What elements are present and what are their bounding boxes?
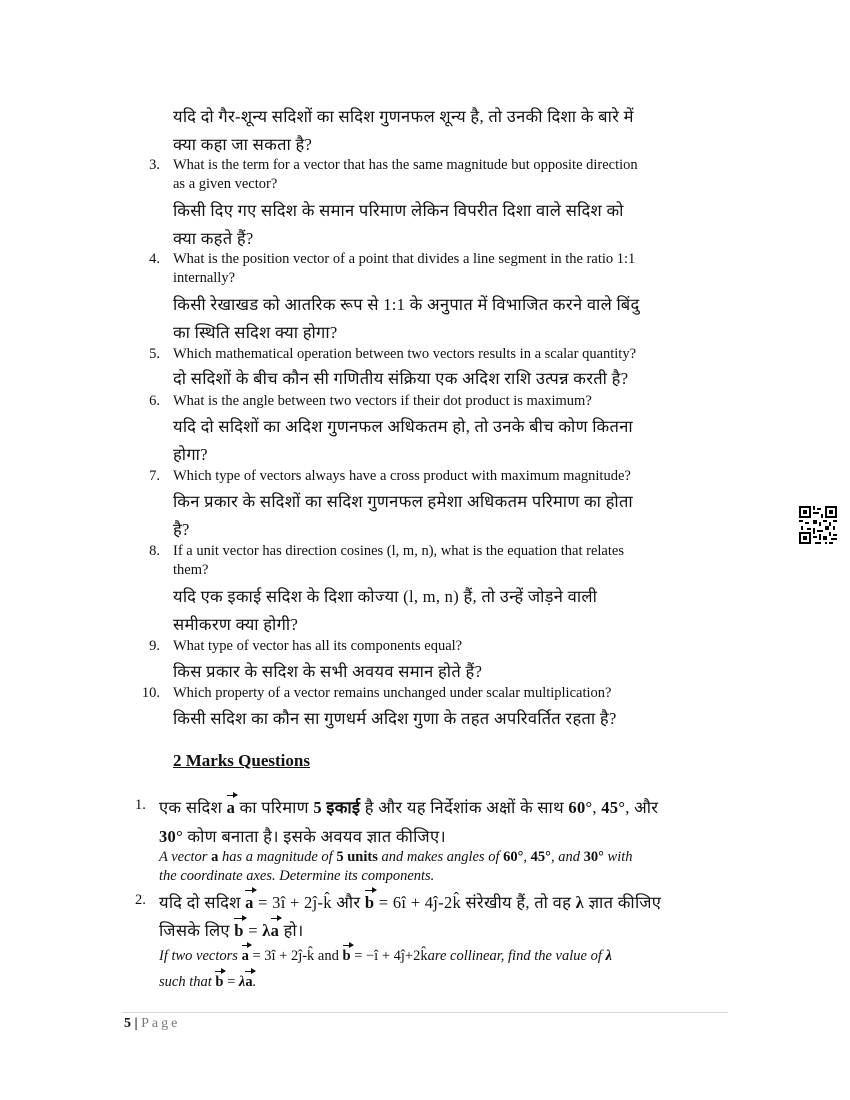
text-run: का परिमाण <box>235 798 314 817</box>
question-number: 7. <box>149 468 160 484</box>
text-run: जिसके लिए <box>159 921 235 940</box>
lambda: λ <box>262 921 271 940</box>
question-english-line-1: What is the term for a vector that has the same magnitude but opposite direction <box>173 157 638 173</box>
vector-a: a <box>241 948 249 964</box>
text-run: , और <box>625 798 659 817</box>
equation: = <box>223 974 239 990</box>
question-number: 6. <box>149 393 160 409</box>
vector-b: b <box>342 948 351 964</box>
page-label: Page <box>141 1016 181 1031</box>
footer-separator: | <box>131 1016 142 1031</box>
question-hindi-line-1: किन प्रकार के सदिशों का सदिश गुणनफल हमेशा अधिकतम परिमाण का होता <box>173 492 633 511</box>
question-number: 4. <box>149 251 160 267</box>
question-number: 10. <box>141 685 160 701</box>
q2-english-line-1 <box>159 948 612 965</box>
question-hindi-line-2: का स्थिति सदिश क्या होगा? <box>173 323 338 342</box>
q1-english-line-1 <box>159 849 633 866</box>
question-english-line-2: as a given vector? <box>173 176 278 192</box>
qr-code-icon[interactable] <box>798 505 838 545</box>
equation: = 3î + 2ĵ-k̂ और <box>253 893 365 912</box>
text-run: . <box>252 974 257 990</box>
vector-a: a <box>245 893 254 912</box>
question-number: 2. <box>135 892 146 908</box>
question-hindi-line-1: किस प्रकार के सदिश के सभी अवयव समान होते हैं? <box>173 662 483 681</box>
vector-b: b <box>215 974 224 990</box>
angle-3: 30° <box>583 849 604 865</box>
text-run: ज्ञात कीजिए <box>584 893 662 912</box>
q2-hindi-line-1: यदि दो गैर-शून्य सदिशों का सदिश गुणनफल शून्य है, तो उनकी दिशा के बारे में <box>173 107 634 126</box>
vector-a: a <box>270 921 280 940</box>
question-hindi-line-1: किसी सदिश का कौन सा गुणधर्म अदिश गुणा के तहत अपरिवर्तित रहता है? <box>173 709 617 728</box>
equation: = 3î + 2ĵ-k̂ and <box>248 948 343 964</box>
q1-english-line-2: the coordinate axes. Determine its components. <box>159 868 435 884</box>
lambda: λ <box>575 893 585 912</box>
text-run: , <box>523 849 531 865</box>
text-run: and makes angles of <box>377 849 504 865</box>
question-hindi-line-1: यदि एक इकाई सदिश के दिशा कोज्या (l, m, n) हैं, तो उन्हें जोड़ने वाली <box>173 587 598 606</box>
q2-hindi-line-2: क्या कहा जा सकता है? <box>173 135 313 154</box>
magnitude: 5 units <box>336 849 378 865</box>
q2-english-line-2 <box>159 974 256 991</box>
question-hindi-line-2: है? <box>173 520 190 539</box>
vector-a: a <box>245 974 253 990</box>
question-hindi-line-2: समीकरण क्या होगी? <box>173 615 299 634</box>
angle-1: 60° <box>568 798 593 817</box>
question-english-line-1: Which property of a vector remains unchanged under scalar multiplication? <box>173 685 612 701</box>
question-hindi-line-2: क्या कहते हैं? <box>173 229 254 248</box>
text-run: कोण बनाता है। इसके अवयव ज्ञात कीजिए। <box>183 827 446 846</box>
text-run: एक सदिश <box>159 798 227 817</box>
text-run: with <box>603 849 633 865</box>
page-footer <box>124 1016 180 1032</box>
text-run: , and <box>550 849 584 865</box>
question-hindi-line-2: होगा? <box>173 445 208 464</box>
text-run: has a magnitude of <box>218 849 337 865</box>
equation: = 6î + 4ĵ-2k̂ संरेखीय हैं, तो वह <box>374 893 576 912</box>
q2-hindi-line-2 <box>159 918 304 941</box>
magnitude: 5 इकाई <box>313 798 361 817</box>
question-english-line-1: Which type of vectors always have a cross product with maximum magnitude? <box>173 468 631 484</box>
question-hindi-line-1: दो सदिशों के बीच कौन सी गणितीय संक्रिया एक अदिश राशि उत्पन्न करती है? <box>173 369 629 388</box>
question-hindi-line-1: किसी दिए गए सदिश के समान परिमाण लेकिन विपरीत दिशा वाले सदिश को <box>173 201 624 220</box>
question-number: 8. <box>149 543 160 559</box>
lambda: λ <box>605 948 612 964</box>
vector-a: a <box>211 849 219 865</box>
footer-divider <box>122 1012 728 1013</box>
lambda: λ <box>238 974 246 990</box>
text-run: हो। <box>279 921 304 940</box>
equation: = −î + 4ĵ+2k̂ <box>350 948 428 964</box>
angle-3: 30° <box>159 827 183 846</box>
question-english-line-1: What is the angle between two vectors if their dot product is maximum? <box>173 393 592 409</box>
question-english-line-1: What type of vector has all its components equal? <box>173 638 463 654</box>
question-number: 1. <box>135 797 146 813</box>
question-number: 3. <box>149 157 160 173</box>
section-heading-2-marks: 2 Marks Questions <box>173 751 310 770</box>
equation: = <box>243 921 263 940</box>
question-english-line-1: Which mathematical operation between two vectors results in a scalar quantity? <box>173 346 637 362</box>
question-hindi-line-1: किसी रेखाखड को आतरिक रूप से 1:1 के अनुपात में विभाजित करने वाले बिंदु <box>173 295 640 314</box>
text-run: है और यह निर्देशांक अक्षों के साथ <box>360 798 569 817</box>
q1-hindi-line-2 <box>159 824 446 847</box>
q1-hindi-line-1 <box>159 795 658 818</box>
question-english-line-2: internally? <box>173 270 236 286</box>
vector-b: b <box>234 921 244 940</box>
angle-2: 45° <box>530 849 551 865</box>
question-english-line-1: If a unit vector has direction cosines (l, m, n), what is the equation that relates <box>173 543 624 559</box>
text-run: , <box>592 798 602 817</box>
angle-1: 60° <box>503 849 524 865</box>
angle-2: 45° <box>601 798 626 817</box>
question-number: 9. <box>149 638 160 654</box>
text-run: If two vectors <box>159 948 242 964</box>
question-number: 5. <box>149 346 160 362</box>
question-english-line-2: them? <box>173 562 209 578</box>
vector-a: a <box>226 798 236 817</box>
q2-hindi-line-1 <box>159 890 661 913</box>
text-run: यदि दो सदिश <box>159 893 246 912</box>
page-number: 5 <box>124 1016 131 1031</box>
text-run: A vector <box>159 849 212 865</box>
vector-b: b <box>364 893 375 912</box>
text-run: are collinear, find the value of <box>427 948 606 964</box>
question-english-line-1: What is the position vector of a point that divides a line segment in the ratio 1:1 <box>173 251 636 267</box>
question-hindi-line-1: यदि दो सदिशों का अदिश गुणनफल अधिकतम हो, तो उनके बीच कोण कितना <box>173 417 633 436</box>
text-run: such that <box>159 974 216 990</box>
